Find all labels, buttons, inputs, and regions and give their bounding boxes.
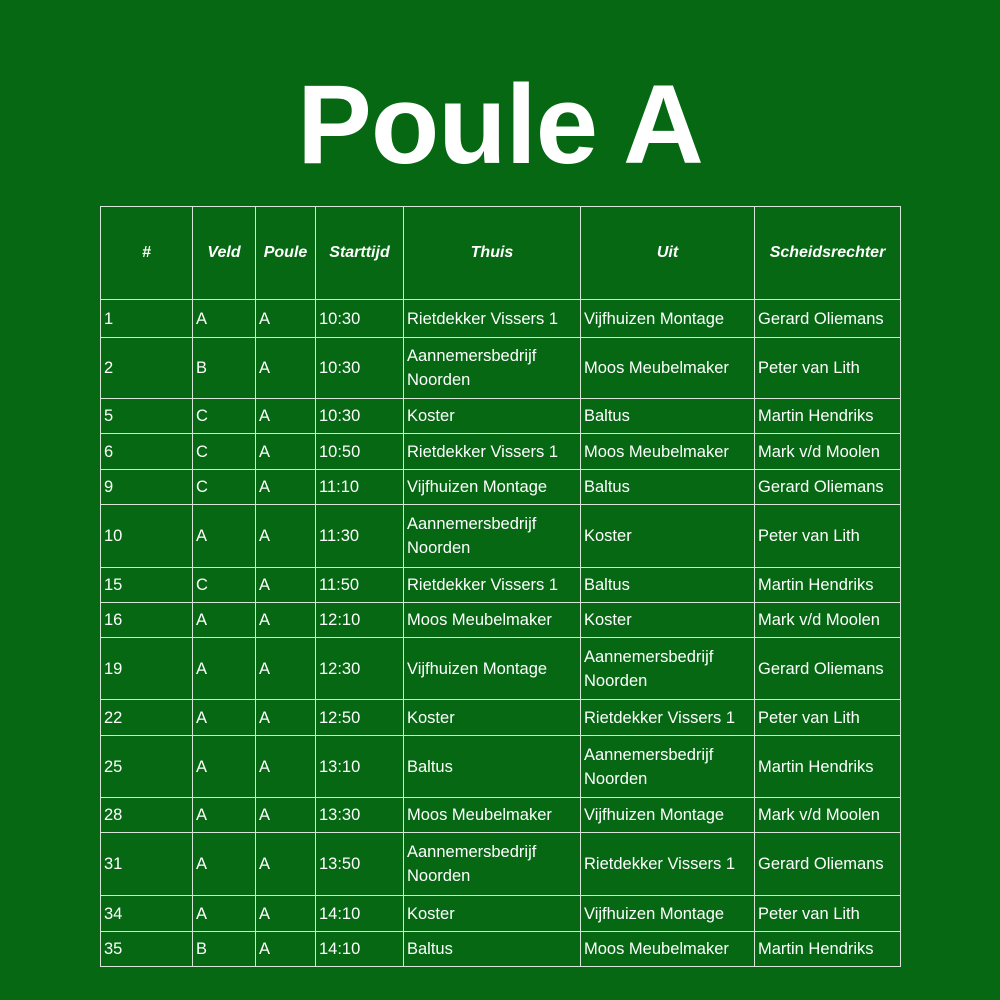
cell-pool: A <box>256 505 316 568</box>
cell-number: 34 <box>101 896 193 932</box>
cell-away: Moos Meubelmaker <box>581 434 755 470</box>
column-header-start-time: Starttijd <box>316 207 404 300</box>
cell-away: Moos Meubelmaker <box>581 338 755 399</box>
cell-field: A <box>193 638 256 700</box>
cell-home: Baltus <box>404 736 581 798</box>
cell-away: Baltus <box>581 399 755 434</box>
cell-number: 16 <box>101 603 193 638</box>
cell-field: A <box>193 700 256 736</box>
cell-start-time: 13:30 <box>316 798 404 833</box>
cell-home: Aannemersbedrijf Noorden <box>404 833 581 896</box>
cell-home: Koster <box>404 700 581 736</box>
cell-number: 6 <box>101 434 193 470</box>
cell-home: Vijfhuizen Montage <box>404 470 581 505</box>
table-row <box>101 603 901 638</box>
cell-field: C <box>193 399 256 434</box>
table-row <box>101 399 901 434</box>
cell-referee: Gerard Oliemans <box>755 300 901 338</box>
cell-home: Rietdekker Vissers 1 <box>404 300 581 338</box>
cell-number: 19 <box>101 638 193 700</box>
cell-field: A <box>193 505 256 568</box>
cell-away: Baltus <box>581 568 755 603</box>
column-header-pool: Poule <box>256 207 316 300</box>
cell-away: Rietdekker Vissers 1 <box>581 833 755 896</box>
page-title: Poule A <box>297 62 703 187</box>
cell-referee: Mark v/d Moolen <box>755 434 901 470</box>
cell-pool: A <box>256 896 316 932</box>
table-row <box>101 638 901 700</box>
cell-away: Koster <box>581 505 755 568</box>
cell-referee: Gerard Oliemans <box>755 638 901 700</box>
cell-number: 15 <box>101 568 193 603</box>
cell-pool: A <box>256 833 316 896</box>
cell-start-time: 11:50 <box>316 568 404 603</box>
table-row <box>101 700 901 736</box>
cell-pool: A <box>256 568 316 603</box>
cell-home: Koster <box>404 896 581 932</box>
header-row <box>101 207 901 300</box>
cell-start-time: 12:10 <box>316 603 404 638</box>
cell-start-time: 13:10 <box>316 736 404 798</box>
cell-away: Aannemersbedrijf Noorden <box>581 638 755 700</box>
cell-pool: A <box>256 434 316 470</box>
cell-home: Aannemersbedrijf Noorden <box>404 338 581 399</box>
cell-start-time: 10:30 <box>316 399 404 434</box>
column-header-field: Veld <box>193 207 256 300</box>
table-row <box>101 798 901 833</box>
cell-referee: Peter van Lith <box>755 700 901 736</box>
table-row <box>101 896 901 932</box>
cell-away: Aannemersbedrijf Noorden <box>581 736 755 798</box>
cell-field: C <box>193 434 256 470</box>
cell-number: 22 <box>101 700 193 736</box>
cell-number: 28 <box>101 798 193 833</box>
cell-away: Koster <box>581 603 755 638</box>
cell-number: 2 <box>101 338 193 399</box>
cell-field: A <box>193 300 256 338</box>
table-row <box>101 470 901 505</box>
cell-home: Moos Meubelmaker <box>404 603 581 638</box>
cell-referee: Peter van Lith <box>755 505 901 568</box>
cell-field: A <box>193 896 256 932</box>
cell-pool: A <box>256 736 316 798</box>
cell-start-time: 14:10 <box>316 896 404 932</box>
cell-start-time: 14:10 <box>316 932 404 967</box>
cell-field: A <box>193 798 256 833</box>
cell-pool: A <box>256 700 316 736</box>
cell-pool: A <box>256 300 316 338</box>
cell-pool: A <box>256 638 316 700</box>
cell-start-time: 10:50 <box>316 434 404 470</box>
cell-number: 25 <box>101 736 193 798</box>
cell-number: 5 <box>101 399 193 434</box>
cell-referee: Martin Hendriks <box>755 932 901 967</box>
cell-away: Vijfhuizen Montage <box>581 798 755 833</box>
cell-referee: Gerard Oliemans <box>755 833 901 896</box>
cell-referee: Martin Hendriks <box>755 736 901 798</box>
table-row <box>101 338 901 399</box>
cell-home: Aannemersbedrijf Noorden <box>404 505 581 568</box>
cell-referee: Peter van Lith <box>755 338 901 399</box>
cell-start-time: 12:50 <box>316 700 404 736</box>
cell-home: Baltus <box>404 932 581 967</box>
cell-pool: A <box>256 932 316 967</box>
cell-home: Vijfhuizen Montage <box>404 638 581 700</box>
cell-pool: A <box>256 399 316 434</box>
table-row <box>101 932 901 967</box>
cell-number: 35 <box>101 932 193 967</box>
cell-field: C <box>193 568 256 603</box>
column-header-away: Uit <box>581 207 755 300</box>
table-row <box>101 568 901 603</box>
cell-away: Rietdekker Vissers 1 <box>581 700 755 736</box>
table-row <box>101 434 901 470</box>
cell-number: 10 <box>101 505 193 568</box>
cell-away: Vijfhuizen Montage <box>581 300 755 338</box>
cell-number: 9 <box>101 470 193 505</box>
schedule-table <box>100 206 901 967</box>
cell-pool: A <box>256 338 316 399</box>
column-header-number: # <box>101 207 193 300</box>
cell-field: C <box>193 470 256 505</box>
cell-start-time: 10:30 <box>316 300 404 338</box>
column-header-home: Thuis <box>404 207 581 300</box>
cell-pool: A <box>256 470 316 505</box>
cell-field: A <box>193 603 256 638</box>
cell-referee: Gerard Oliemans <box>755 470 901 505</box>
cell-start-time: 12:30 <box>316 638 404 700</box>
cell-number: 31 <box>101 833 193 896</box>
cell-away: Baltus <box>581 470 755 505</box>
cell-away: Vijfhuizen Montage <box>581 896 755 932</box>
cell-referee: Mark v/d Moolen <box>755 798 901 833</box>
cell-pool: A <box>256 798 316 833</box>
cell-start-time: 11:10 <box>316 470 404 505</box>
cell-referee: Martin Hendriks <box>755 399 901 434</box>
cell-referee: Peter van Lith <box>755 896 901 932</box>
cell-away: Moos Meubelmaker <box>581 932 755 967</box>
cell-referee: Mark v/d Moolen <box>755 603 901 638</box>
table-row <box>101 736 901 798</box>
cell-field: A <box>193 833 256 896</box>
cell-home: Moos Meubelmaker <box>404 798 581 833</box>
cell-field: B <box>193 338 256 399</box>
cell-home: Rietdekker Vissers 1 <box>404 434 581 470</box>
cell-number: 1 <box>101 300 193 338</box>
table-row <box>101 505 901 568</box>
column-header-referee: Scheidsrechter <box>755 207 901 300</box>
cell-field: B <box>193 932 256 967</box>
cell-field: A <box>193 736 256 798</box>
cell-start-time: 13:50 <box>316 833 404 896</box>
cell-start-time: 10:30 <box>316 338 404 399</box>
cell-referee: Martin Hendriks <box>755 568 901 603</box>
cell-home: Koster <box>404 399 581 434</box>
cell-pool: A <box>256 603 316 638</box>
table-row <box>101 300 901 338</box>
table-row <box>101 833 901 896</box>
cell-start-time: 11:30 <box>316 505 404 568</box>
cell-home: Rietdekker Vissers 1 <box>404 568 581 603</box>
